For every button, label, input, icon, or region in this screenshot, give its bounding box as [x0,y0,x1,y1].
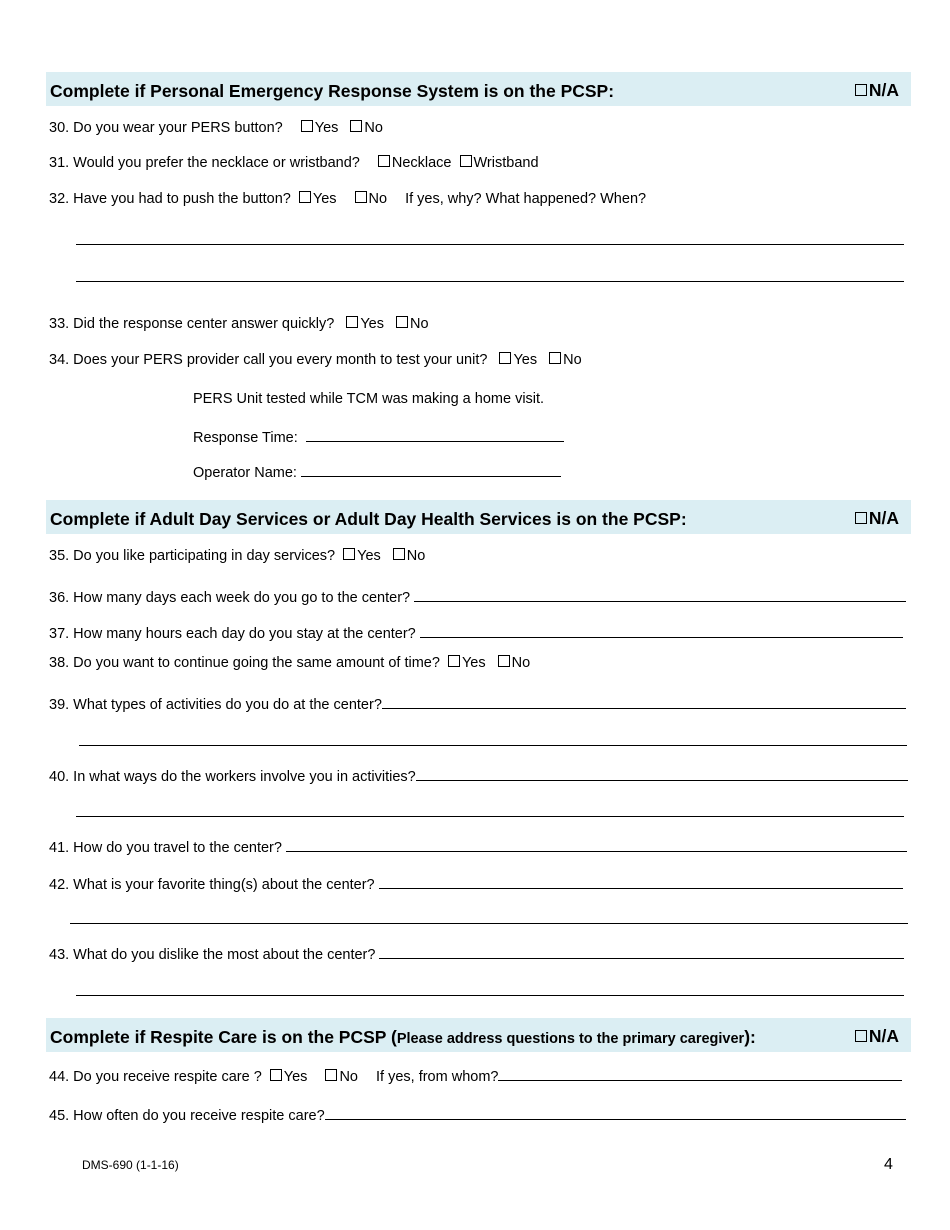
checkbox[interactable] [350,120,362,132]
checkbox[interactable] [299,191,311,203]
section-title-adult-day: Complete if Adult Day Services or Adult Day Health Services is on the PCSP: [50,509,687,529]
question-30: 30. Do you wear your PERS button? Yes No [49,120,383,136]
checkbox[interactable] [301,120,313,132]
answer-line[interactable] [76,816,904,817]
question-33: 33. Did the response center answer quickly? Yes No [49,316,429,332]
na-checkbox[interactable] [855,84,867,96]
option-yes[interactable]: Yes [270,1069,308,1085]
question-32: 32. Have you had to push the button? Yes No If yes, why? What happened? When? [49,191,647,207]
na-checkbox[interactable] [855,1030,867,1042]
checkbox[interactable] [393,548,405,560]
option-no[interactable]: No [355,191,388,207]
answer-line[interactable] [76,281,904,282]
checkbox[interactable] [378,155,390,167]
checkbox[interactable] [499,352,511,364]
option-yes[interactable]: Yes [299,191,337,207]
question-45: 45. How often do you receive respite care? [49,1105,906,1124]
question-39: 39. What types of activities do you do at the center? [49,694,906,713]
option-yes[interactable]: Yes [301,120,339,136]
answer-line[interactable] [76,244,904,245]
section-header-adult-day [46,500,911,534]
checkbox[interactable] [396,316,408,328]
section-title-pers: Complete if Personal Emergency Response System is on the PCSP: [50,81,615,101]
answer-field[interactable] [416,766,908,781]
answer-line[interactable] [76,995,904,996]
question-44-followup: If yes, from whom? [375,1069,499,1085]
na-option-adult-day[interactable]: N/A [855,508,899,529]
checkbox[interactable] [355,191,367,203]
pers-test-note: PERS Unit tested while TCM was making a home visit. [193,391,545,407]
option-no[interactable]: No [549,352,582,368]
section-header-pers [46,72,911,106]
checkbox[interactable] [343,548,355,560]
answer-field[interactable] [414,587,906,602]
operator-name-row: Operator Name: [193,462,561,481]
option-necklace[interactable]: Necklace [378,155,452,171]
answer-field[interactable] [379,874,903,889]
response-time-row: Response Time: [193,427,564,446]
question-44: 44. Do you receive respite care ? Yes No If yes, from whom? [49,1066,902,1085]
answer-field[interactable] [286,837,907,852]
checkbox[interactable] [460,155,472,167]
answer-field[interactable] [382,694,906,709]
na-checkbox[interactable] [855,512,867,524]
question-43: 43. What do you dislike the most about the center? [49,944,904,963]
question-37: 37. How many hours each day do you stay at the center? [49,623,903,642]
question-40: 40. In what ways do the workers involve you in activities? [49,766,908,785]
response-time-field[interactable] [306,427,564,442]
operator-name-field[interactable] [301,462,561,477]
answer-line[interactable] [70,923,908,924]
option-no[interactable]: No [393,548,426,564]
section-title-respite: Complete if Respite Care is on the PCSP (Please address questions to the primary caregiver): [50,1027,756,1047]
option-wristband[interactable]: Wristband [460,155,539,171]
form-id: DMS-690 (1-1-16) [82,1158,179,1172]
option-yes[interactable]: Yes [343,548,381,564]
section-header-respite [46,1018,911,1052]
answer-field[interactable] [498,1066,902,1081]
question-42: 42. What is your favorite thing(s) about the center? [49,874,903,893]
answer-line[interactable] [79,745,907,746]
checkbox[interactable] [270,1069,282,1081]
checkbox[interactable] [325,1069,337,1081]
question-35: 35. Do you like participating in day services? Yes No [49,548,426,564]
na-option-pers[interactable]: N/A [855,80,899,101]
question-34: 34. Does your PERS provider call you every month to test your unit? Yes No [49,352,582,368]
page-number: 4 [884,1156,893,1173]
question-41: 41. How do you travel to the center? [49,837,907,856]
option-no[interactable]: No [325,1069,358,1085]
answer-field[interactable] [325,1105,906,1120]
option-yes[interactable]: Yes [448,655,486,671]
question-38: 38. Do you want to continue going the same amount of time? Yes No [49,655,531,671]
checkbox[interactable] [549,352,561,364]
question-36: 36. How many days each week do you go to the center? [49,587,906,606]
option-no[interactable]: No [350,120,383,136]
checkbox[interactable] [346,316,358,328]
option-yes[interactable]: Yes [346,316,384,332]
answer-field[interactable] [420,623,903,638]
answer-field[interactable] [379,944,904,959]
na-option-respite[interactable]: N/A [855,1026,899,1047]
question-32-followup: If yes, why? What happened? When? [405,191,647,207]
option-no[interactable]: No [498,655,531,671]
question-31: 31. Would you prefer the necklace or wristband? Necklace Wristband [49,155,539,171]
option-yes[interactable]: Yes [499,352,537,368]
checkbox[interactable] [448,655,460,667]
checkbox[interactable] [498,655,510,667]
option-no[interactable]: No [396,316,429,332]
